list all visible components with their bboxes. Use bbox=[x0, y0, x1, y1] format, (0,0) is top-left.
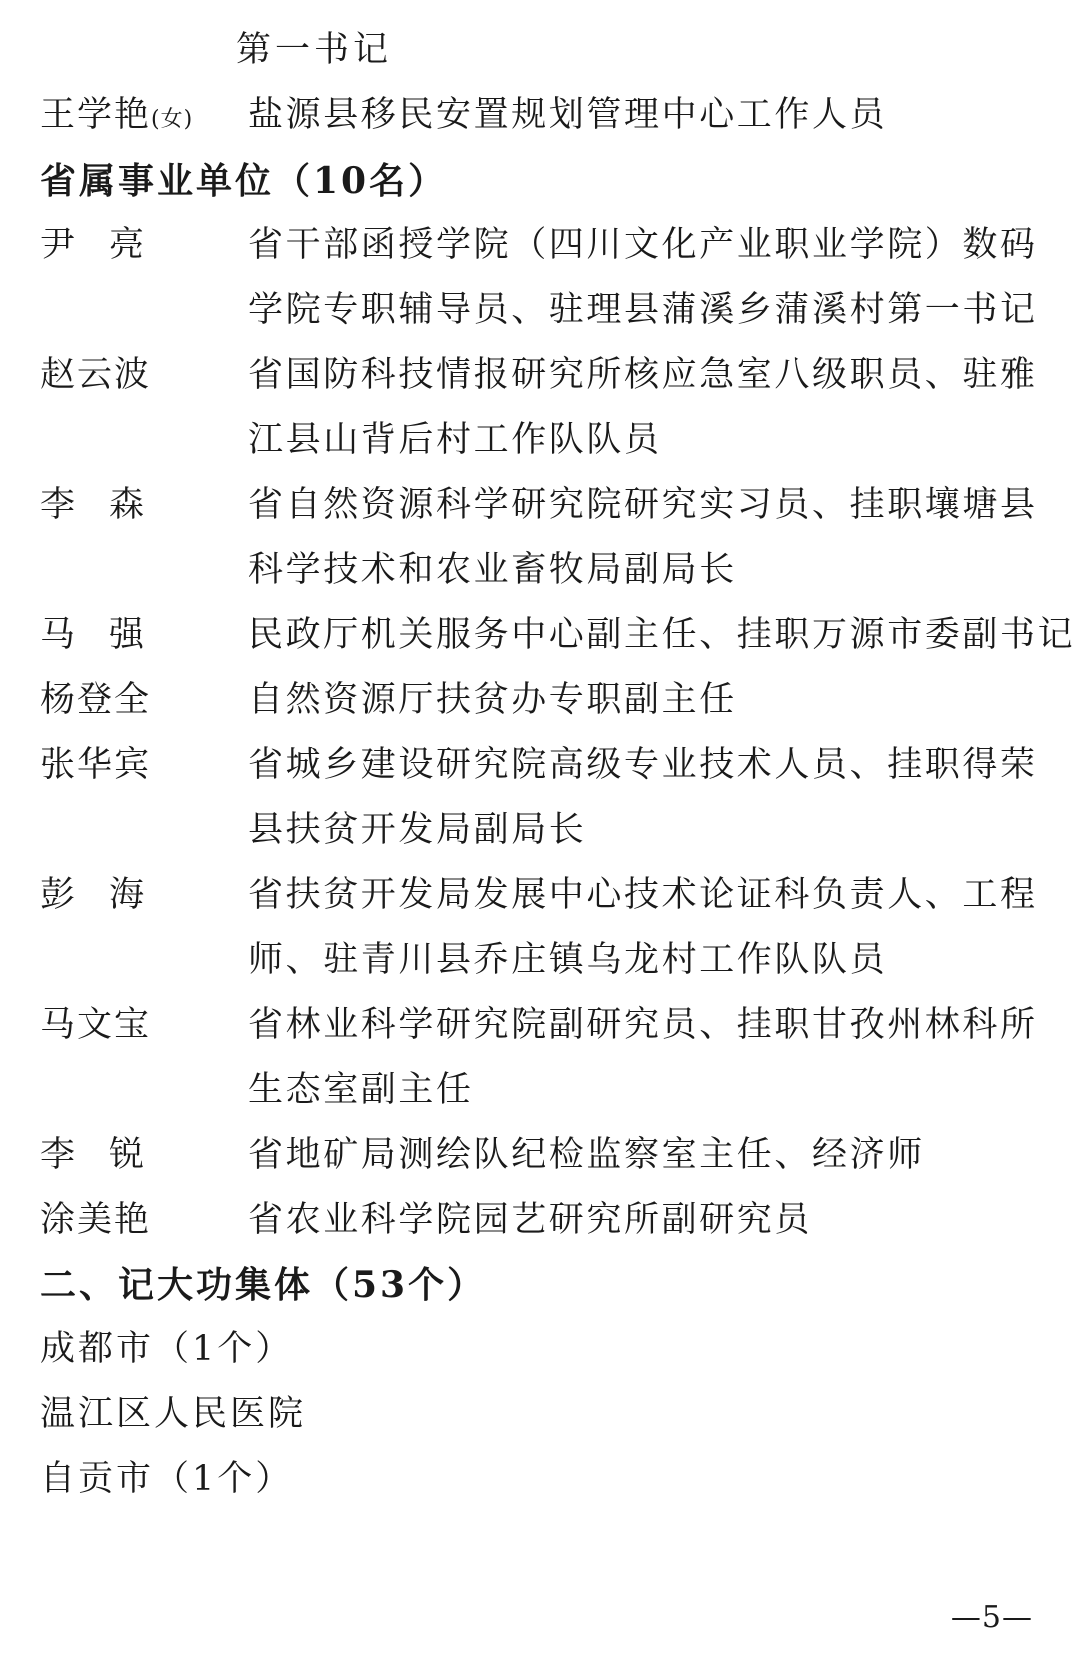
section-heading: 二、记大功集体（53个） bbox=[40, 1264, 487, 1306]
person-name: 赵云波 bbox=[40, 355, 152, 395]
person-name bbox=[40, 95, 193, 140]
person-name: 李森 bbox=[40, 485, 179, 525]
subsection-heading: 成都市（1个） bbox=[40, 1329, 294, 1369]
person-title: 省农业科学院园艺研究所副研究员 bbox=[248, 1200, 813, 1240]
person-title-continued: 学院专职辅导员、驻理县蒲溪乡蒲溪村第一书记 bbox=[248, 290, 1038, 330]
person-name: 杨登全 bbox=[40, 680, 152, 720]
person-title: 省地矿局测绘队纪检监察室主任、经济师 bbox=[248, 1135, 925, 1175]
gender-note: (女) bbox=[151, 107, 194, 132]
person-title-continued: 科学技术和农业畜牧局副局长 bbox=[248, 550, 737, 590]
person-title: 自然资源厅扶贫办专职副主任 bbox=[248, 680, 737, 720]
person-title: 盐源县移民安置规划管理中心工作人员 bbox=[248, 95, 888, 135]
person-title: 省城乡建设研究院高级专业技术人员、挂职得荣 bbox=[248, 745, 1038, 785]
person-name: 马文宝 bbox=[40, 1005, 152, 1045]
page-number: —5— bbox=[950, 1600, 1033, 1635]
person-title: 省国防科技情报研究所核应急室八级职员、驻雅 bbox=[248, 355, 1038, 395]
person-title-continued: 生态室副主任 bbox=[248, 1070, 474, 1110]
person-title-continued: 师、驻青川县乔庄镇乌龙村工作队队员 bbox=[248, 940, 888, 980]
person-name-text: 王学艳 bbox=[40, 95, 152, 135]
person-title-continued: 江县山背后村工作队队员 bbox=[248, 420, 662, 460]
person-name: 张华宾 bbox=[40, 745, 152, 785]
person-name: 彭海 bbox=[40, 875, 179, 915]
person-title: 省扶贫开发局发展中心技术论证科负责人、工程 bbox=[248, 875, 1038, 915]
continuation-text: 第一书记 bbox=[236, 30, 393, 70]
person-title: 省自然资源科学研究院研究实习员、挂职壤塘县 bbox=[248, 485, 1038, 525]
subsection-heading: 自贡市（1个） bbox=[40, 1459, 294, 1499]
person-name: 李锐 bbox=[40, 1135, 179, 1175]
person-name: 涂美艳 bbox=[40, 1200, 152, 1240]
person-title: 省林业科学研究院副研究员、挂职甘孜州林科所 bbox=[248, 1005, 1038, 1045]
person-title-continued: 县扶贫开发局副局长 bbox=[248, 810, 587, 850]
person-name: 尹亮 bbox=[40, 225, 179, 265]
collective-name: 温江区人民医院 bbox=[40, 1394, 307, 1434]
person-title: 民政厅机关服务中心副主任、挂职万源市委副书记 bbox=[248, 615, 1076, 655]
person-title: 省干部函授学院（四川文化产业职业学院）数码 bbox=[248, 225, 1038, 265]
section-heading: 省属事业单位（10名） bbox=[40, 160, 448, 202]
person-name: 马强 bbox=[40, 615, 179, 655]
